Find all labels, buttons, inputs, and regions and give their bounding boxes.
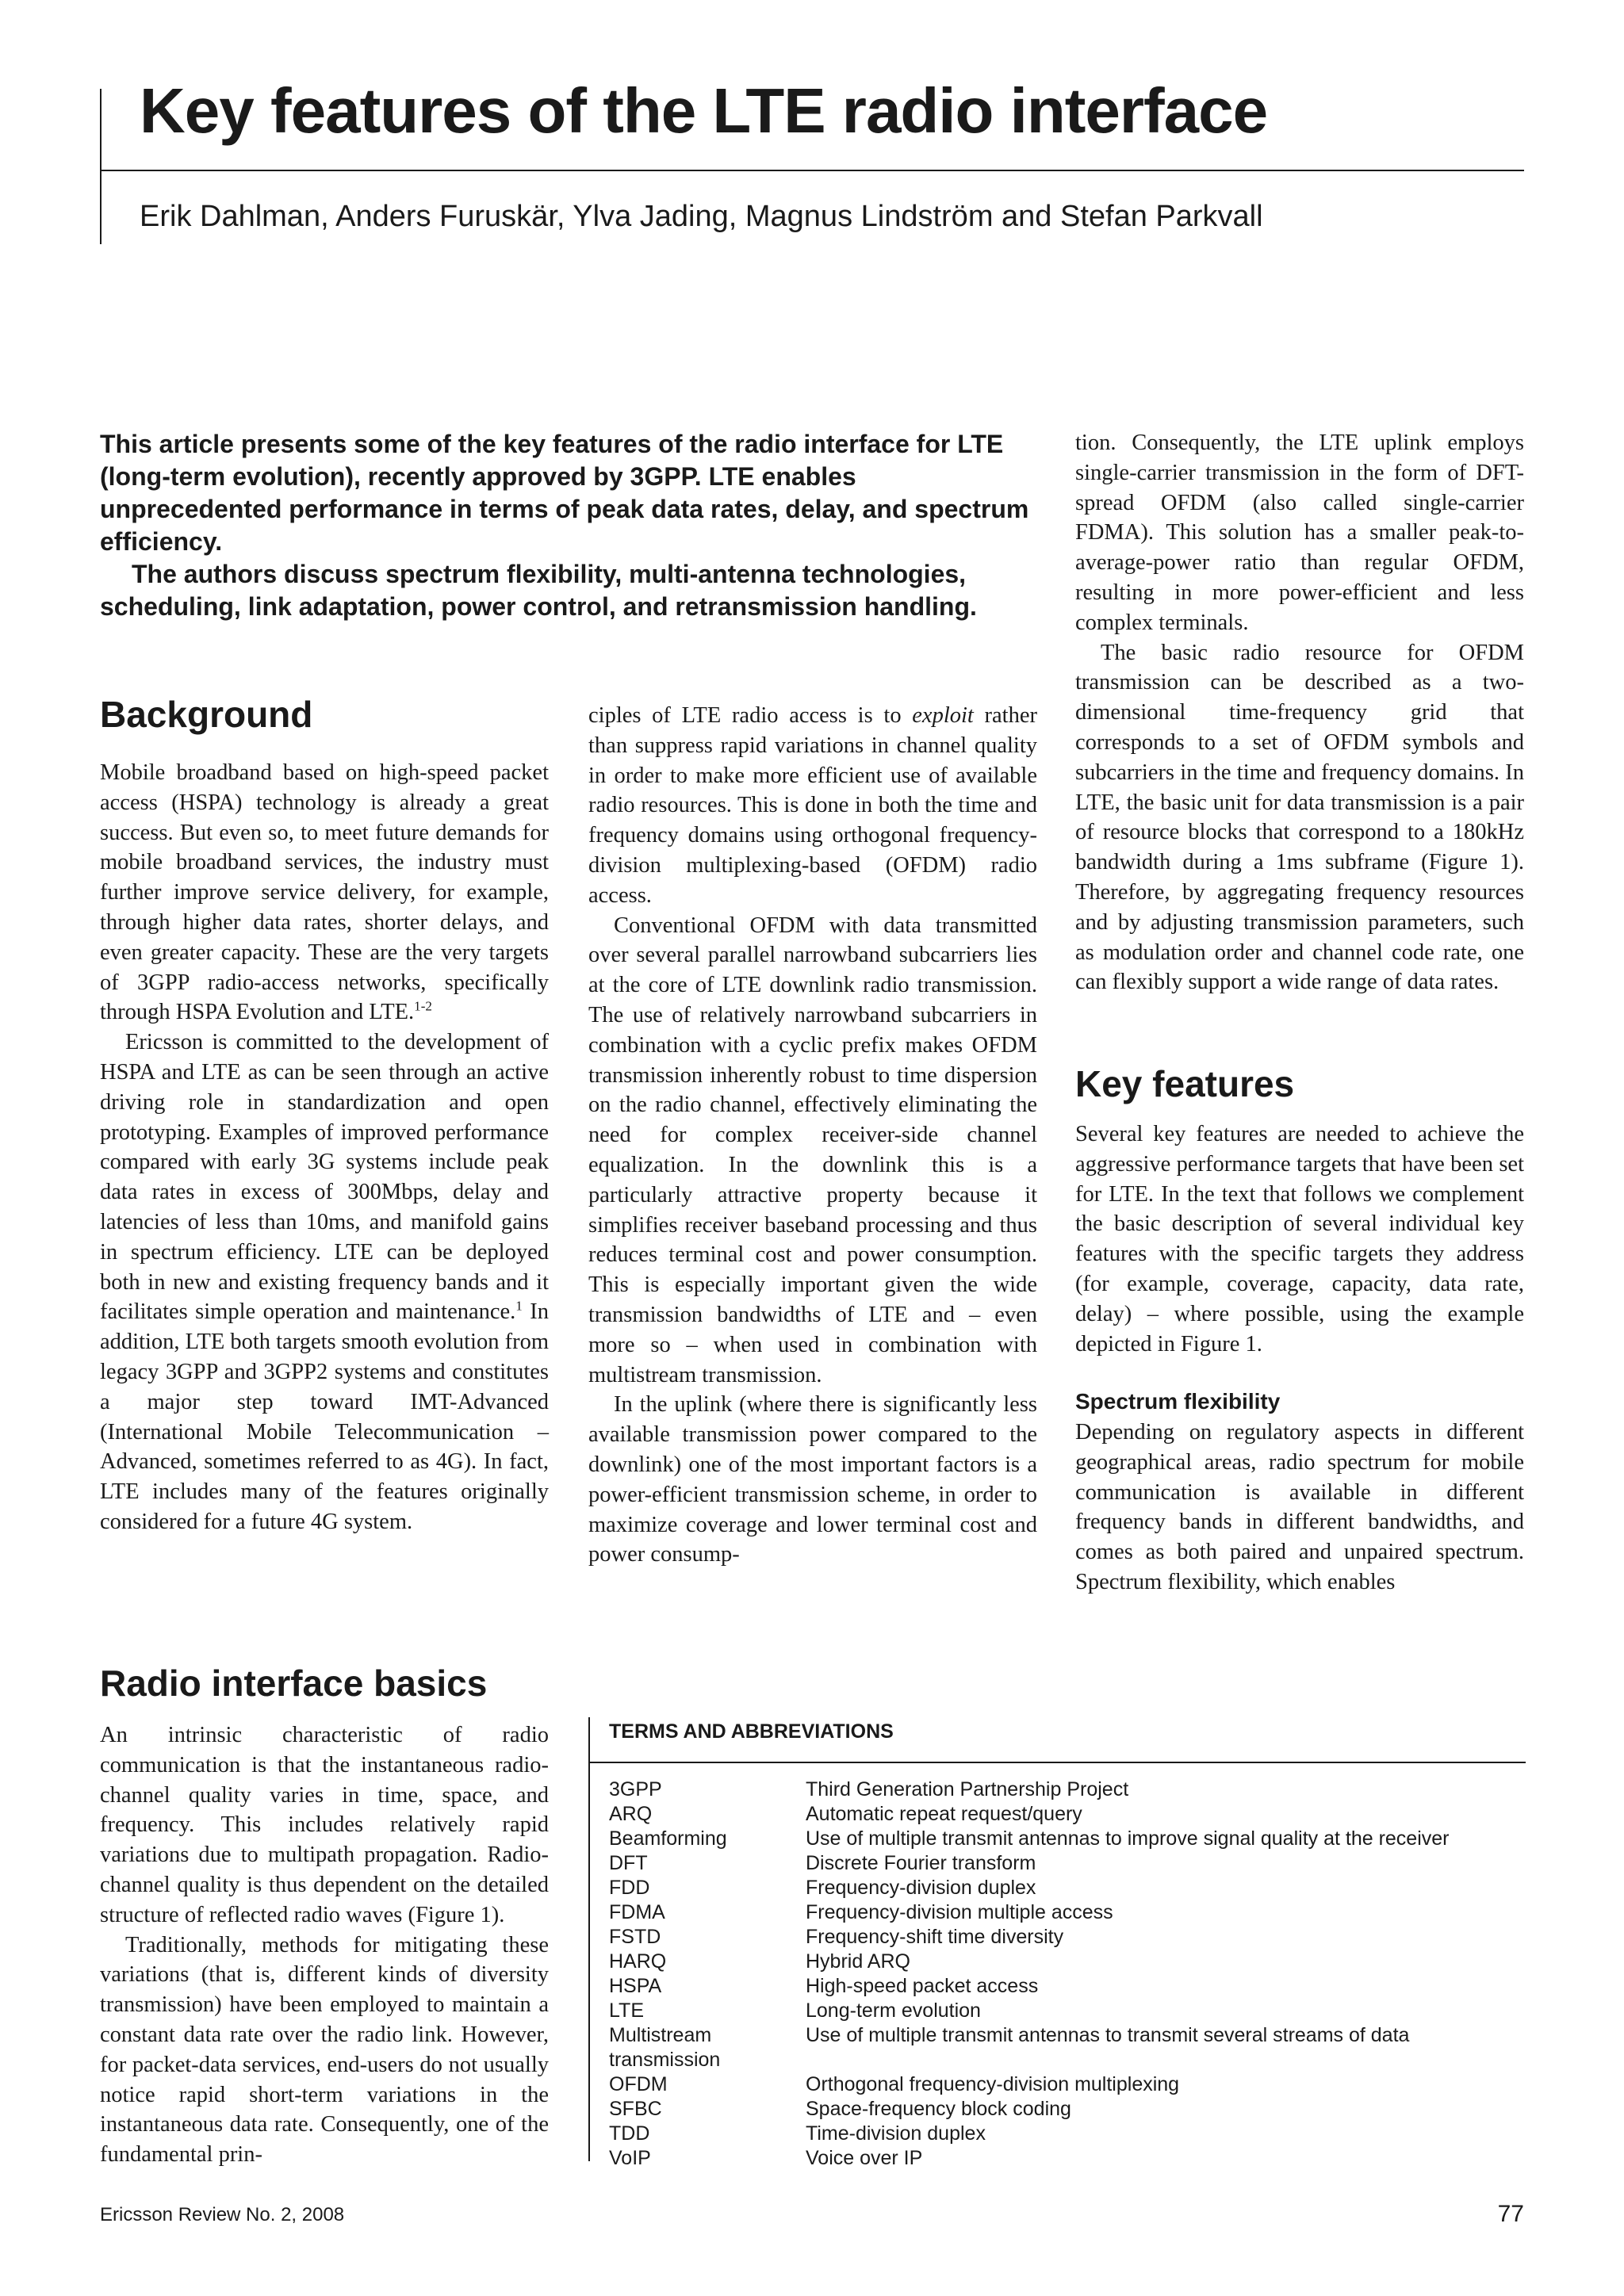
term-row <box>609 1777 1521 1802</box>
term-definition: Voice over IP <box>806 2147 923 2169</box>
term-row <box>609 2146 1521 2171</box>
col2-paragraph-1: ciples of LTE radio access is to exploit rather than suppress rapid variations in channel quality in order to make more efficient use of available radio resources. This is done in both the time and frequency domains using orthogonal frequency-division multiplexing-based (OFDM) radio access. <box>588 703 1037 908</box>
term-definition: Use of multiple transmit antennas to improve signal quality at the receiver <box>806 1827 1450 1850</box>
term-name: FDD <box>609 1877 650 1899</box>
background-paragraph-2: Ericsson is committed to the development of HSPA and LTE as can be seen through an active driving role in standardization and open prototyping. Examples of improved performance compared with early 3G systems include peak data rates in excess of 300Mbps, delay and latencies of less than 10ms, and manifold gains in spectrum efficiency. LTE can be deployed both in new and existing frequency bands and it facilitates simple operation and maintenance.$^1$ In addition, LTE both targets smooth evolution from legacy 3GPP and 3GPP2 systems and constitutes a major step toward IMT-Advanced (International Mobile Telecommunication – Advanced, sometimes referred to as 4G). In fact, LTE includes many of the features originally considered for a future 4G system. <box>100 1030 549 1534</box>
term-name: HSPA <box>609 1975 662 1997</box>
term-row <box>609 1827 1521 1851</box>
reference-1: 1 <box>515 1298 523 1314</box>
abstract-paragraph-1: This article presents some of the key features of the radio interface for LTE (long-term evolution), recently approved by 3GPP. LTE enables unprecedented performance in terms of peak data rates, delay, and spectrum efficiency. <box>100 430 1029 556</box>
heading-background: Background <box>100 694 313 735</box>
title-rule-horizontal <box>100 170 1524 171</box>
key-features-paragraph-1: Several key features are needed to achieve the aggressive performance targets that have been set for LTE. In the text that follows we complement the basic description of several individual key features with the specific targets they address (for example, coverage, capacity, data rate, delay) – where possible, using the example depicted in Figure 1. <box>1075 1122 1524 1357</box>
term-row <box>609 1802 1521 1827</box>
term-definition: Third Generation Partnership Project <box>806 1778 1129 1800</box>
radio-basics-section <box>100 1720 549 2170</box>
term-name: 3GPP <box>609 1778 662 1800</box>
col3-paragraph-2: The basic radio resource for OFDM transmission can be described as a two-dimensional time-frequency grid that corresponds to a set of OFDM symbols and subcarriers in the time and frequency domains. In LTE, the basic unit for data transmission is a pair of resource blocks that correspond to a 180kHz bandwidth during a 1ms subframe (Figure 1). Therefore, by aggregating frequency resources and by adjusting transmission parameters, such as modulation order and channel code rate, one can flexibly support a wide range of data rates. <box>1075 640 1524 995</box>
term-row <box>609 1974 1521 1999</box>
term-name: SFBC <box>609 2098 662 2120</box>
term-name: OFDM <box>609 2073 668 2095</box>
key-features-section <box>1075 1119 1524 1359</box>
spectrum-flexibility-section <box>1075 1418 1524 1598</box>
term-name: ARQ <box>609 1803 653 1825</box>
term-name: FDMA <box>609 1901 665 1923</box>
term-definition: Time-division duplex <box>806 2122 986 2145</box>
article-title: Key features of the LTE radio interface <box>140 75 1268 146</box>
term-definition: Orthogonal frequency-division multiplexing <box>806 2073 1180 2095</box>
term-row <box>609 2122 1521 2146</box>
background-paragraph-1: Mobile broadband based on high-speed packet access (HSPA) technology is already a great success. But even so, to meet future demands for mobile broadband services, the industry must further improve service delivery, for example, through higher data rates, shorter delays, and even greater capacity. These are the very targets of 3GPP radio-access networks, specifically through HSPA Evolution and LTE.$^{1-2}$ <box>100 760 549 1025</box>
term-definition: Frequency-division duplex <box>806 1877 1036 1899</box>
heading-spectrum-flexibility: Spectrum flexibility <box>1075 1389 1281 1414</box>
title-rule-vertical <box>100 89 102 244</box>
term-name: LTE <box>609 1999 644 2022</box>
term-name: DFT <box>609 1852 648 1874</box>
term-row <box>609 1900 1521 1925</box>
heading-key-features: Key features <box>1075 1063 1295 1104</box>
radio-basics-paragraph-2: Traditionally, methods for mitigating these variations (that is, different kinds of diversity transmission) have been employed to maintain a constant data rate over the radio link. However, for packet-data services, end-users do not usually notice rapid short-term variations in the instantaneous data rate. Consequently, one of the fundamental prin- <box>100 1932 549 2168</box>
term-row <box>609 2097 1521 2122</box>
abstract-paragraph-2: The authors discuss spectrum flexibility, multi-antenna technologies, scheduling, link adaptation, power control, and retransmission handling. <box>100 560 977 621</box>
spectrum-flexibility-paragraph-1: Depending on regulatory aspects in different geographical areas, radio spectrum for mobile communication is available in different frequency bands in different bandwidths, and comes as both paired and unpaired spectrum. Spectrum flexibility, which enables <box>1075 1420 1524 1594</box>
column-3-text <box>1075 428 1524 997</box>
term-name: Multistream transmission <box>609 2024 721 2071</box>
terms-rule <box>590 1762 1526 1763</box>
column-2-text <box>588 701 1037 1570</box>
term-definition: Hybrid ARQ <box>806 1950 910 1973</box>
col3-paragraph-1: tion. Consequently, the LTE uplink employs single-carrier transmission in the form of DFT-spread OFDM (also called single-carrier FDMA). This solution has a smaller peak-to-average-power ratio than regular OFDM, resulting in more power-efficient and less complex terminals. <box>1075 430 1524 635</box>
terms-list <box>609 1777 1521 2171</box>
term-definition: Frequency-division multiple access <box>806 1901 1113 1923</box>
term-definition: Discrete Fourier transform <box>806 1852 1036 1874</box>
term-row <box>609 1851 1521 1876</box>
term-definition: Frequency-shift time diversity <box>806 1926 1064 1948</box>
heading-radio-interface-basics: Radio interface basics <box>100 1663 488 1704</box>
term-name: TDD <box>609 2122 650 2145</box>
term-definition: Use of multiple transmit antennas to transmit several streams of data <box>806 2024 1410 2046</box>
term-row <box>609 1925 1521 1950</box>
background-section <box>100 758 549 1537</box>
term-row <box>609 1876 1521 1900</box>
term-definition: Automatic repeat request/query <box>806 1803 1082 1825</box>
term-row <box>609 2072 1521 2097</box>
article-authors: Erik Dahlman, Anders Furuskär, Ylva Jading, Magnus Lindström and Stefan Parkvall <box>140 200 1263 233</box>
reference-1-2: 1-2 <box>414 998 432 1014</box>
term-definition: Long-term evolution <box>806 1999 981 2022</box>
terms-heading: TERMS AND ABBREVIATIONS <box>609 1720 894 1743</box>
abstract <box>100 428 1036 623</box>
term-name: FSTD <box>609 1926 661 1948</box>
footer-page-number: 77 <box>1497 2201 1524 2227</box>
term-row <box>609 1999 1521 2023</box>
term-row <box>609 2023 1521 2072</box>
footer-journal: Ericsson Review No. 2, 2008 <box>100 2204 345 2225</box>
term-definition: Space-frequency block coding <box>806 2098 1071 2120</box>
col2-paragraph-2: Conventional OFDM with data transmitted over several parallel narrowband subcarriers lies at the core of LTE downlink radio transmission. The use of relatively narrowband subcarriers in combination with a cyclic prefix makes OFDM transmission inherently robust to time dispersion on the radio channel, effectively eliminating the need for complex receiver-side channel equalization. In the downlink this is a particularly attractive property because it simplifies receiver baseband processing and thus reduces terminal cost and power consumption. This is especially important given the wide transmission bandwidths of LTE and – even more so – when used in combination with multistream transmission. <box>588 913 1037 1387</box>
term-definition: High-speed packet access <box>806 1975 1039 1997</box>
term-name: VoIP <box>609 2147 651 2169</box>
term-name: HARQ <box>609 1950 667 1973</box>
col2-paragraph-3: In the uplink (where there is significantly less available transmission power compared to the downlink) one of the most important factors is a power-efficient transmission scheme, in order to maximize coverage and lower terminal cost and power consump- <box>588 1392 1037 1567</box>
term-row <box>609 1950 1521 1974</box>
radio-basics-paragraph-1: An intrinsic characteristic of radio communication is that the instantaneous radio-channel quality varies in time, space, and frequency. This includes relatively rapid variations due to multipath propagation. Radio-channel quality is thus dependent on the detailed structure of reflected radio waves (Figure 1). <box>100 1723 549 1927</box>
term-name: Beamforming <box>609 1827 727 1850</box>
terms-and-abbreviations-box <box>588 1717 1524 2169</box>
